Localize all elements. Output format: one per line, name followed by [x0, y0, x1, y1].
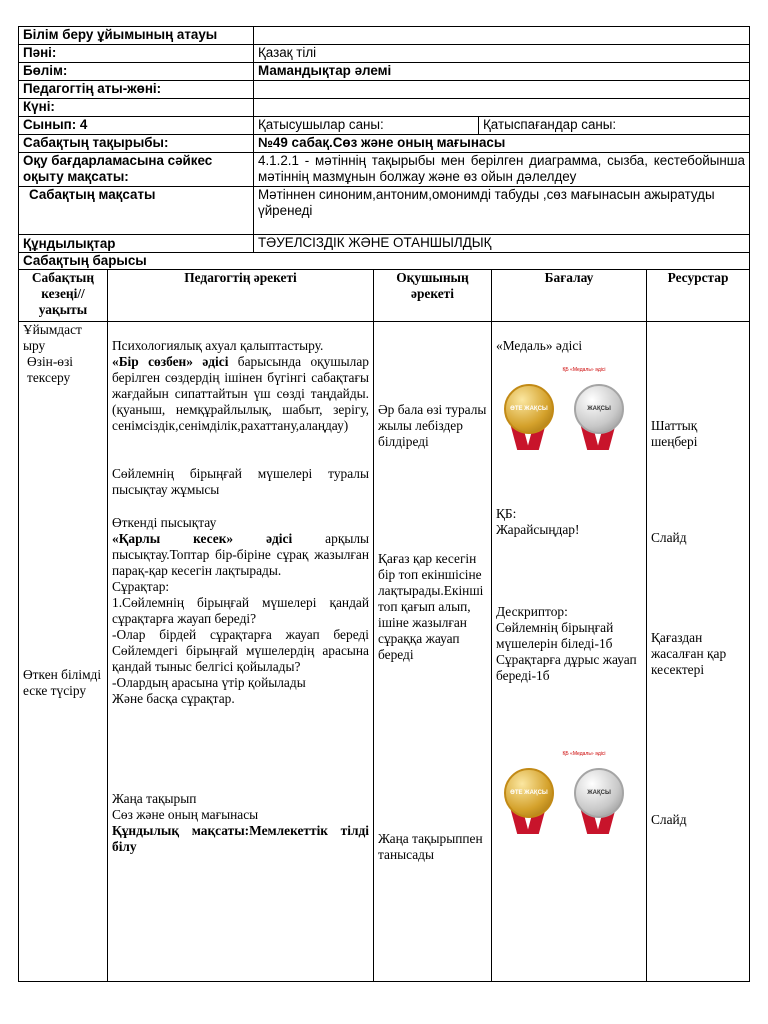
silver-medal-icon: ЖАҚСЫ	[572, 382, 628, 454]
subject-value: Қазақ тілі	[254, 45, 750, 63]
teacher-p12: Сөз және оның мағынасы	[112, 807, 259, 822]
assessment-a5: Сөйлемнің бірыңғай мүшелерін біледі-1б	[496, 620, 614, 651]
gold-medal-icon: ӨТЕ ЖАҚСЫ	[502, 766, 558, 838]
topic-label: Сабақтың тақырыбы:	[19, 135, 254, 153]
medal-caption: ҚБ «Медаль» әдісі	[562, 367, 606, 373]
resource-r4: Слайд	[651, 812, 687, 827]
stage-cell	[19, 322, 108, 982]
values-value: ТӘУЕЛСІЗДІК ЖӘНЕ ОТАНШЫЛДЫҚ	[254, 235, 750, 253]
method-one-word: «Бір сөзбен» әдісі	[112, 354, 229, 369]
col-student: Оқушының әрекеті	[374, 270, 492, 322]
topic-value: №49 сабақ.Сөз және оның мағынасы	[254, 135, 750, 153]
col-assessment: Бағалау	[492, 270, 647, 322]
section-value: Мамандықтар әлемі	[254, 63, 750, 81]
date-value	[254, 99, 750, 117]
date-label: Күні:	[19, 99, 254, 117]
assessment-a3: Жарайсыңдар!	[496, 522, 580, 537]
teacher-p13: Құндылық мақсаты:Мемлекеттік тілді білу	[112, 823, 369, 854]
teacher-p2: «Бір сөзбен» әдісі барысында оқушылар берілген сөздердің ішінен бүгінгі сабақтағы жағдайын сипаттайтын үш сөзді таңдайды.(қуаныш, немқұрайлылық, шабыт, зерігу, сенімсіздік,сенімділік,рахаттану,алаңдау)	[112, 354, 369, 433]
teacher-p3: Сөйлемнің бірыңғай мүшелері туралы пысықтау жұмысы	[112, 466, 369, 497]
medal-images-2	[502, 766, 642, 838]
present-count: Қатысушылар саны:	[254, 117, 479, 135]
medal-images	[502, 382, 642, 454]
goal-value: Мәтіннен синоним,антоним,омонимді табуды ,сөз мағынасын ажыратуды үйренеді	[254, 187, 750, 235]
teacher-p6: Сұрақтар:	[112, 579, 170, 594]
teacher-value	[254, 81, 750, 99]
section-label: Бөлім:	[19, 63, 254, 81]
values-label: Құндылықтар	[19, 235, 254, 253]
teacher-p11: Жаңа тақырып	[112, 791, 197, 806]
lesson-plan	[18, 26, 749, 982]
teacher-p4: Өткенді пысықтау	[112, 515, 217, 530]
lesson-flow-table	[18, 269, 750, 982]
assessment-a1: «Медаль» әдісі	[496, 338, 583, 353]
resource-r2: Слайд	[651, 530, 687, 545]
assessment-a2: ҚБ:	[496, 506, 517, 521]
resource-r3: Қағаздан жасалған қар кесектері	[651, 630, 727, 677]
objectives-value: 4.1.2.1 - мәтіннің тақырыбы мен берілген диаграмма, сызба, кестебойынша мәтіннің мазмұнын болжау және өз ойын дәлелдеу	[254, 153, 750, 187]
assessment-cell	[492, 322, 647, 982]
progress-label: Сабақтың барысы	[19, 253, 750, 270]
resource-r1: Шаттық шеңбері	[651, 418, 698, 449]
teacher-p9: -Олардың арасына үтір қойылады	[112, 675, 306, 690]
absent-count: Қатыспағандар саны:	[479, 117, 750, 135]
teacher-p10: Және басқа сұрақтар.	[112, 691, 235, 706]
assessment-a4: Дескриптор:	[496, 604, 568, 619]
objectives-label: Оқу бағдарламасына сәйкес оқыту мақсаты:	[19, 153, 254, 187]
student-s2: Қағаз қар кесегін бір топ екіншісіне лақтырады.Екінші топ қағып алып, ішіне жазылған сұраққа жауап береді	[378, 551, 484, 662]
method-snowball: «Қарлы кесек» әдісі	[112, 531, 293, 546]
class-label: Сынып: 4	[19, 117, 254, 135]
gold-medal-icon: ӨТЕ ЖАҚСЫ	[502, 382, 558, 454]
stage-org: Ұйымдаст ыру	[23, 322, 82, 353]
col-stage: Сабақтың кезеңі//уақыты	[19, 270, 108, 322]
teacher-p8: -Олар бірдей сұрақтарға жауап береді Сөйлемдегі бірыңғай мүшелердің арасына қандай тыныс белгісі қойылады?	[112, 627, 369, 674]
teacher-p5: «Қарлы кесек» әдісі арқылы пысықтау.Топтар бір-біріне сұрақ жазылған парақ-қар кесегін лақтырады.	[112, 531, 370, 578]
teacher-label: Педагогтің аты-жөні:	[19, 81, 254, 99]
student-s1: Әр бала өзі туралы жылы лебіздер білдіреді	[378, 402, 487, 449]
stage-recall: Өткен білімді еске түсіру	[23, 667, 102, 698]
col-teacher: Педагогтің әрекеті	[108, 270, 374, 322]
subject-label: Пәні:	[19, 45, 254, 63]
stage-self-check: Өзін-өзі тексеру	[27, 354, 74, 385]
col-resources: Ресурстар	[647, 270, 750, 322]
header-table	[18, 26, 750, 270]
assessment-a6: Сұрақтарға дұрыс жауап береді-1б	[496, 652, 637, 683]
teacher-p7: 1.Сөйлемнің бірыңғай мүшелері қандай сұрақтарға жауап береді?	[112, 595, 369, 626]
student-cell	[374, 322, 492, 982]
silver-medal-icon: ЖАҚСЫ	[572, 766, 628, 838]
resources-cell	[647, 322, 750, 982]
goal-label: Сабақтың мақсаты	[19, 187, 254, 235]
org-value	[254, 27, 750, 45]
teacher-p1: Психологиялық ахуал қалыптастыру.	[112, 338, 324, 353]
teacher-cell	[108, 322, 374, 982]
org-label: Білім беру ұйымының атауы	[19, 27, 254, 45]
student-s3: Жаңа тақырыппен танысады	[378, 831, 483, 862]
medal-caption-2: ҚБ «Медаль» әдісі	[562, 751, 606, 757]
